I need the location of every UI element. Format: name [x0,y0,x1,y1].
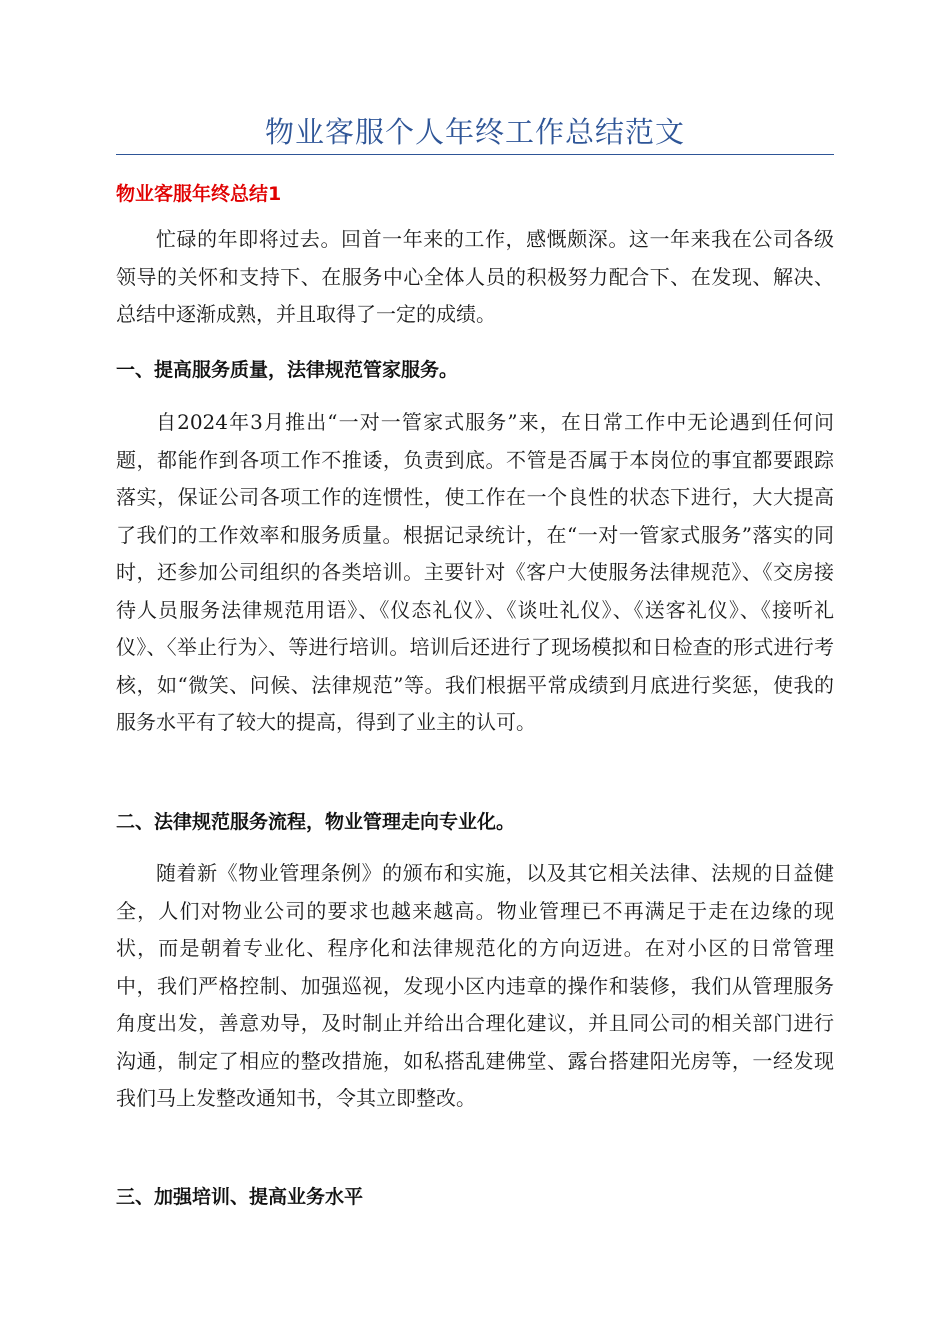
paragraph-one: 自2024年3月推出“一对一管家式服务”来，在日常工作中无论遇到任何问题，都能作到各项工作不推诿，负责到底。不管是否属于本岗位的事宜都要跟踪落实，保证公司各项工作的连惯性，使工作在一个良性的状态下进行，大大提高了我们的工作效率和服务质量。根据记录统计，在“一对一管家式服务”落实的同时，还参加公司组织的各类培训。主要针对《客户大使服务法律规范》、《交房接待人员服务法律规范用语》、《仪态礼仪》、《谈吐礼仪》、《送客礼仪》、《接听礼仪》、〈举止行为〉、等进行培训。培训后还进行了现场模拟和日检查的形式进行考核，如“微笑、问候、法律规范”等。我们根据平常成绩到月底进行奖惩，使我的服务水平有了较大的提高，得到了业主的认可。 [116,410,834,734]
title-divider [116,154,834,155]
heading-three: 三、加强培训、提高业务水平 [116,1186,364,1208]
heading-two: 二、法律规范服务流程，物业管理走向专业化。 [116,811,516,833]
paragraph-two: 随着新《物业管理条例》的颁布和实施，以及其它相关法律、法规的日益健全，人们对物业公司的要求也越来越高。物业管理已不再满足于走在边缘的现状，而是朝着专业化、程序化和法律规范化的方向迈进。在对小区的日常管理中，我们严格控制、加强巡视，发现小区内违章的操作和装修，我们从管理服务角度出发，善意劝导，及时制止并给出合理化建议，并且同公司的相关部门进行沟通，制定了相应的整改措施，如私搭乱建佛堂、露台搭建阳光房等，一经发现我们马上发整改通知书，令其立即整改。 [116,861,834,1110]
section-title: 物业客服年终总结1 [116,183,282,205]
document-title: 物业客服个人年终工作总结范文 [264,115,685,149]
heading-one: 一、提高服务质量，法律规范管家服务。 [116,359,459,381]
intro-paragraph: 忙碌的年即将过去。回首一年来的工作，感慨颇深。这一年来我在公司各级领导的关怀和支持下、在服务中心全体人员的积极努力配合下、在发现、解决、总结中逐渐成熟，并且取得了一定的成绩。 [116,227,834,326]
